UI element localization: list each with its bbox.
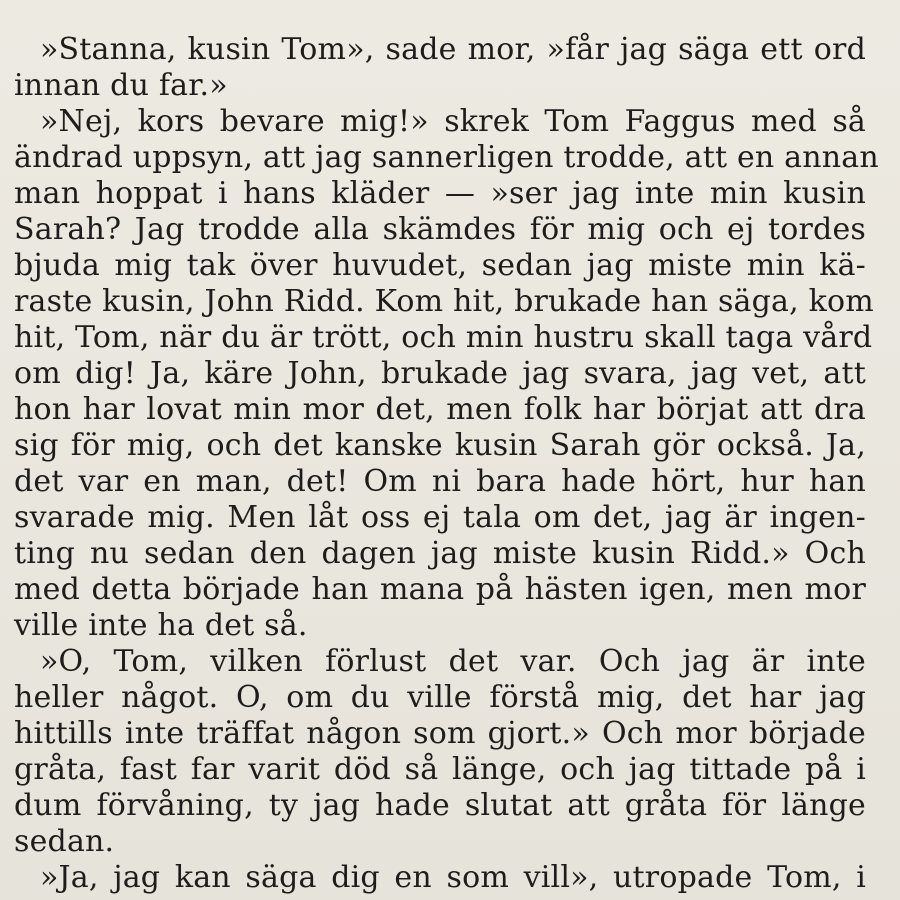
text-line: det var en man, det! Om ni bara hade hört, hur han [14, 464, 866, 499]
text-line: ändrad uppsyn, att jag sannerligen trodde, att en annan [14, 140, 879, 175]
text-line: gråta, fast far varit död så länge, och jag tittade på i [14, 752, 866, 787]
text-line: ting nu sedan den dagen jag miste kusin Ridd.» Och [14, 536, 866, 571]
text-line: heller något. O, om du ville förstå mig, det har jag [14, 680, 866, 715]
text-line: »Ja, jag kan säga dig en som vill», utropade Tom, i [40, 860, 866, 895]
text-line: hit, Tom, när du är trött, och min hustru skall taga vård [14, 320, 873, 355]
text-line: sig för mig, och det kanske kusin Sarah gör också. Ja, [14, 428, 866, 463]
text-line: bjuda mig tak över huvudet, sedan jag miste min kä- [14, 248, 866, 283]
text-line: om dig! Ja, käre John, brukade jag svara, jag vet, att [14, 356, 866, 391]
text-line: »Stanna, kusin Tom», sade mor, »får jag säga ett ord [40, 32, 866, 67]
text-line: »O, Tom, vilken förlust det var. Och jag är inte [40, 644, 866, 679]
text-line: dum förvåning, ty jag hade slutat att gråta för länge [14, 788, 866, 823]
text-line: hittills inte träffat någon som gjort.» Och mor började [14, 716, 866, 751]
text-line: man hoppat i hans kläder — »ser jag inte min kusin [14, 176, 866, 211]
text-line: innan du far.» [14, 68, 228, 103]
text-line: med detta började han mana på hästen igen, men mor [14, 572, 866, 607]
text-line: ville inte ha det så. [14, 608, 308, 643]
text-line: hon har lovat min mor det, men folk har börjat att dra [14, 392, 866, 427]
text-line: sedan. [14, 824, 115, 859]
text-line: svarade mig. Men låt oss ej tala om det, jag är ingen- [14, 500, 866, 535]
text-line: »Nej, kors bevare mig!» skrek Tom Faggus med så [40, 104, 866, 139]
text-line: raste kusin, John Ridd. Kom hit, brukade han säga, kom [14, 284, 874, 319]
text-line: Sarah? Jag trodde alla skämdes för mig och ej tordes [14, 212, 866, 247]
